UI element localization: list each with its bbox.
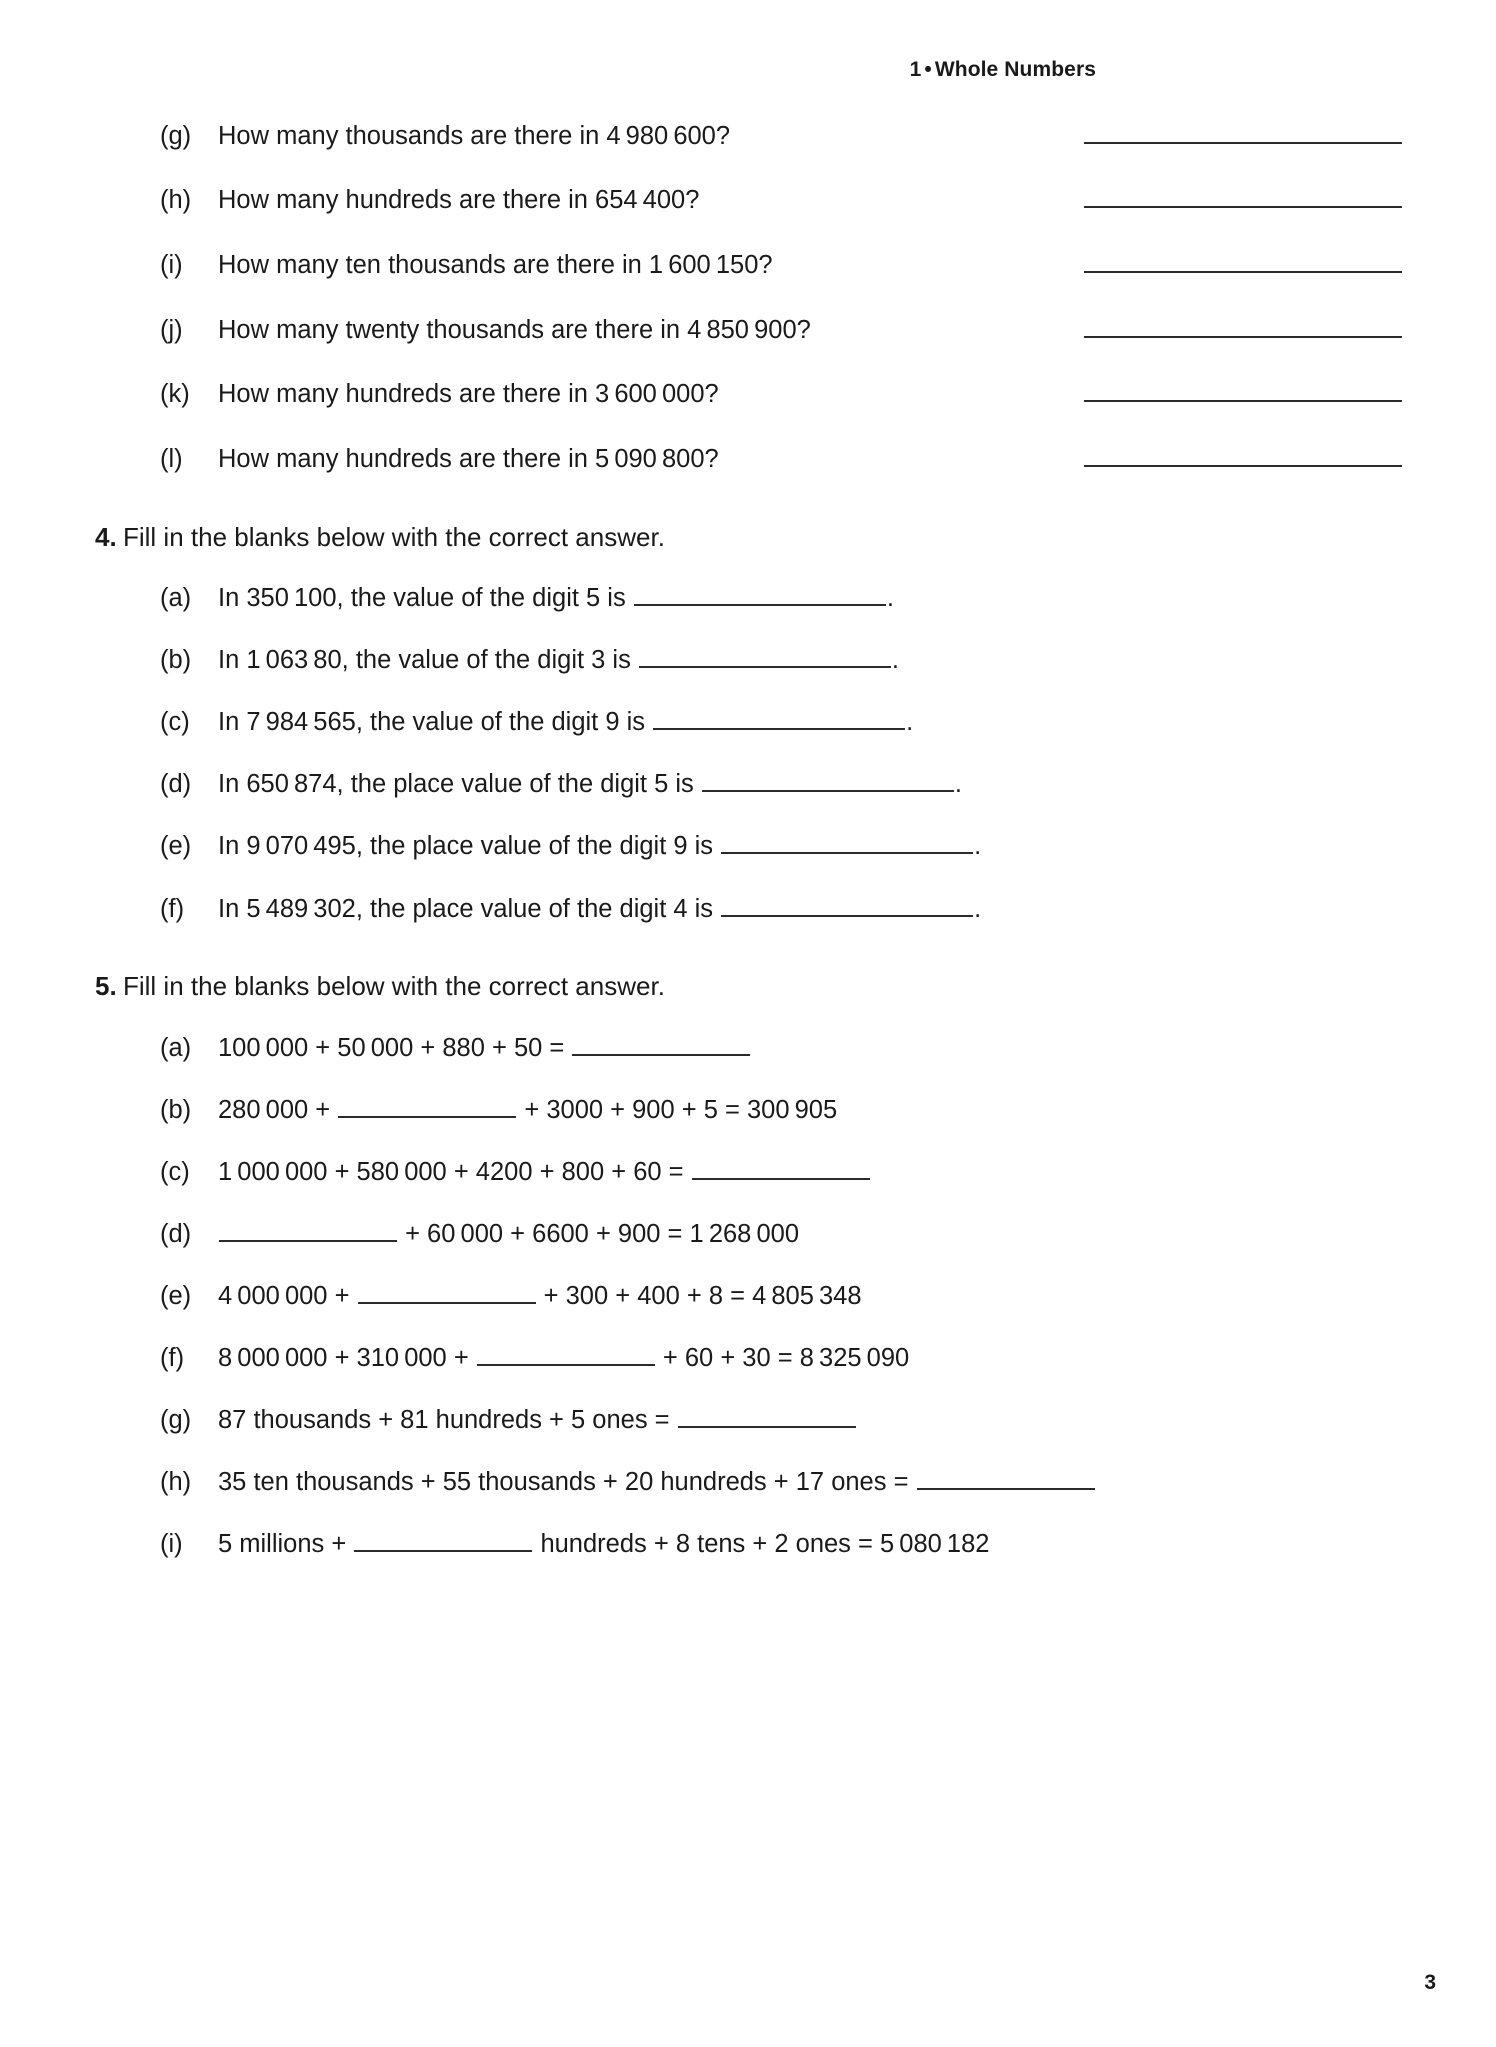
item-text: In 9 070 495, the place value of the digit 9 is [218, 832, 721, 861]
running-header [60, 58, 1436, 88]
answer-blank[interactable] [477, 1340, 655, 1366]
item-text: How many hundreds are there in 5 090 800? [218, 444, 719, 473]
item-text: 1 000 000 + 580 000 + 4200 + 800 + 60 = [218, 1157, 691, 1186]
item-text: 5 millions + [218, 1530, 354, 1559]
item-text: . [954, 770, 962, 799]
item-label: (b) [160, 1095, 192, 1124]
question-item [60, 180, 1436, 218]
item-label: (g) [160, 121, 192, 150]
item-text: + 300 + 400 + 8 = 4 805 348 [536, 1282, 862, 1310]
item-body [218, 890, 1436, 925]
item-body [218, 315, 811, 347]
item-text: 8 000 000 + 310 000 + [218, 1344, 476, 1373]
item-label: (h) [160, 186, 192, 215]
question-number: 5. [95, 971, 117, 1002]
question-item [60, 766, 1436, 801]
answer-blank[interactable] [653, 704, 905, 730]
answer-blank[interactable] [354, 1526, 532, 1552]
item-label: (l) [160, 444, 183, 473]
question-item [60, 890, 1436, 925]
item-text: How many hundreds are there in 654 400? [218, 186, 700, 215]
item-text: 35 ten thousands + 55 thousands + 20 hundreds + 17 ones = [218, 1468, 916, 1497]
item-label: (c) [160, 708, 190, 737]
item-text: 4 000 000 + [218, 1282, 357, 1310]
question-item [60, 374, 1436, 412]
answer-blank[interactable] [1084, 180, 1402, 209]
item-label: (j) [160, 315, 183, 344]
item-body [218, 1029, 1436, 1064]
answer-blank[interactable] [634, 580, 886, 606]
item-text: . [906, 708, 914, 737]
item-body [218, 580, 1436, 615]
header-bullet-icon: • [924, 58, 932, 81]
item-body [218, 121, 730, 153]
item-label: (f) [160, 1344, 185, 1373]
item-body [218, 1402, 1436, 1437]
answer-blank[interactable] [692, 1154, 870, 1180]
item-text: hundreds + 8 tens + 2 ones = 5 080 182 [533, 1530, 990, 1559]
item-text: In 350 100, the value of the digit 5 is [218, 584, 633, 613]
item-body [218, 1464, 1436, 1499]
item-text: How many twenty thousands are there in 4 850 900? [218, 315, 811, 344]
item-body [218, 185, 699, 217]
question-block [60, 522, 1436, 926]
item-body [218, 1278, 1436, 1313]
item-text: How many hundreds are there in 3 600 000? [218, 380, 719, 409]
item-body [218, 1340, 1436, 1375]
question-item [60, 1216, 1436, 1251]
answer-blank[interactable] [358, 1278, 536, 1304]
item-text: . [886, 584, 894, 613]
questions-container [60, 115, 1436, 1561]
item-text: How many ten thousands are there in 1 600 150? [218, 251, 773, 280]
question-block [60, 115, 1436, 476]
item-text: In 650 874, the place value of the digit 5 is [218, 770, 701, 799]
item-label: (d) [160, 1219, 192, 1248]
item-body [218, 1092, 1436, 1127]
answer-blank[interactable] [1084, 374, 1402, 403]
answer-blank[interactable] [219, 1216, 397, 1242]
answer-blank[interactable] [678, 1402, 856, 1428]
question-block [60, 971, 1436, 1561]
answer-blank[interactable] [572, 1029, 750, 1055]
question-item [60, 438, 1436, 476]
question-item [60, 1092, 1436, 1127]
answer-blank[interactable] [1084, 115, 1402, 144]
chapter-title: Whole Numbers [934, 58, 1096, 81]
item-label: (k) [160, 380, 190, 409]
chapter-number: 1 [909, 58, 922, 81]
answer-blank[interactable] [1084, 244, 1402, 273]
item-text: In 7 984 565, the value of the digit 9 is [218, 708, 653, 737]
answer-blank[interactable] [702, 766, 954, 792]
item-body [218, 766, 1436, 801]
question-item [60, 580, 1436, 615]
item-text: 87 thousands + 81 hundreds + 5 ones = [218, 1406, 677, 1435]
item-body [218, 379, 719, 411]
item-label: (i) [160, 251, 183, 280]
item-text: . [974, 832, 982, 861]
question-prompt: Fill in the blanks below with the correct answer. [123, 521, 665, 552]
answer-blank[interactable] [1084, 438, 1402, 467]
item-label: (c) [160, 1157, 190, 1186]
item-body [218, 1154, 1436, 1189]
item-text: 280 000 + [218, 1095, 338, 1124]
item-label: (i) [160, 1530, 183, 1559]
answer-blank[interactable] [721, 828, 973, 854]
item-body [218, 1216, 1436, 1251]
question-heading [60, 971, 1436, 1002]
item-label: (g) [160, 1406, 192, 1435]
page-number: 3 [1424, 1971, 1436, 1994]
question-item [60, 1154, 1436, 1189]
answer-blank[interactable] [1084, 309, 1402, 338]
item-label: (e) [160, 1282, 192, 1310]
question-heading [60, 522, 1436, 553]
item-body [218, 444, 719, 476]
item-text: How many thousands are there in 4 980 600? [218, 121, 731, 150]
answer-blank[interactable] [639, 642, 891, 668]
item-text: In 1 063 80, the value of the digit 3 is [218, 646, 638, 675]
item-text: + 3000 + 900 + 5 = 300 905 [517, 1095, 838, 1124]
question-item [60, 1029, 1436, 1064]
question-item [60, 1402, 1436, 1437]
item-label: (f) [160, 894, 185, 923]
item-body [218, 250, 773, 282]
question-prompt: Fill in the blanks below with the correct answer. [123, 971, 665, 1002]
item-label: (a) [160, 1033, 192, 1062]
question-item [60, 828, 1436, 863]
answer-blank[interactable] [917, 1464, 1095, 1490]
item-label: (a) [160, 584, 192, 613]
question-item [60, 1464, 1436, 1499]
item-label: (h) [160, 1468, 192, 1497]
answer-blank[interactable] [338, 1092, 516, 1118]
item-text: . [891, 646, 900, 675]
item-body [218, 1526, 1436, 1561]
item-label: (b) [160, 646, 192, 675]
item-text: + 60 000 + 6600 + 900 = 1 268 000 [398, 1219, 800, 1248]
item-body [218, 642, 1436, 677]
item-body [218, 828, 1436, 863]
item-label: (d) [160, 770, 192, 799]
item-text: + 60 + 30 = 8 325 090 [655, 1344, 910, 1373]
answer-blank[interactable] [721, 890, 973, 916]
item-text: 100 000 + 50 000 + 880 + 50 = [218, 1033, 572, 1062]
question-item [60, 244, 1436, 282]
item-text: . [974, 894, 982, 923]
question-item [60, 115, 1436, 153]
question-number: 4. [95, 521, 117, 552]
question-item [60, 1340, 1436, 1375]
item-body [218, 704, 1436, 739]
item-text: In 5 489 302, the place value of the digit 4 is [218, 894, 721, 923]
question-item [60, 1278, 1436, 1313]
item-label: (e) [160, 832, 192, 861]
question-item [60, 309, 1436, 347]
question-item [60, 1526, 1436, 1561]
question-item [60, 642, 1436, 677]
question-item [60, 704, 1436, 739]
